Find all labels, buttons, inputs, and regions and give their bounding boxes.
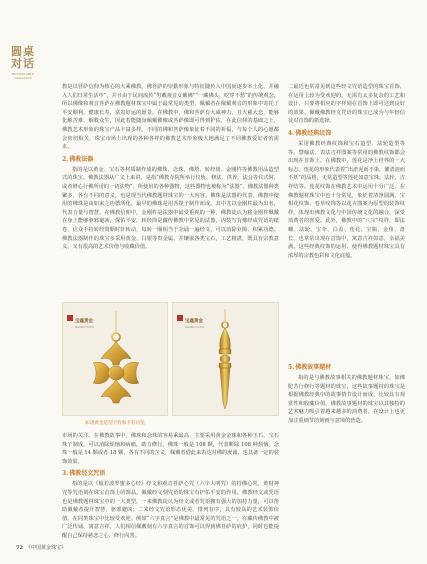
brand-logo — [67, 307, 94, 329]
page-footer — [16, 544, 66, 551]
product-image-vajra-pendant — [62, 302, 168, 416]
brand-name-en: BAOXIN GOLD — [185, 326, 205, 329]
paragraph: 指的是与佛教故事相关的佛教题材珠宝，如佛陀苦行修行等题材的珠宝，这些故事题材的珠宝是根据佛教经典中的故事情节设计而成，比较具有观赏性和收藏价值。佛教故事题材的珠宝以其独特的艺术魅力吸引着越来越多的消费者，在设计上也更加注重细节的刻画与意境的营造。 — [288, 374, 405, 424]
masthead-title-1: 圆桌 — [11, 45, 35, 58]
section-number: 5. — [288, 363, 295, 371]
product-images — [62, 302, 279, 430]
section-title: 佛教经典纹饰 — [295, 129, 332, 137]
masthead-subtitle: ROUNDTABLE DIALOGUE — [11, 72, 35, 80]
journal-name: 《中国黄金珠宝》 — [25, 545, 66, 551]
product-image-vajra-pestle — [172, 302, 279, 416]
brand-logo — [177, 307, 204, 329]
paragraph: 二最近也常常见到这些经文咒语造型的珠宝首饰，在运用上较为受欢迎的。无需有太多复杂的工艺和设计，只要将相应的字样刻在首饰上即可达到良好的效果。佩戴佛教经文咒语的珠宝已成为与年轻信徒对首饰的新选择。 — [288, 84, 405, 125]
brand-name: 宝鑫黄金 — [75, 319, 93, 324]
page-number: 72 — [16, 545, 23, 551]
brand-seal-icon — [67, 315, 73, 321]
section-number: 2. — [62, 155, 69, 163]
masthead-title-2: 对话 — [11, 57, 35, 70]
section-heading — [62, 155, 279, 164]
section-title: 佛教经文咒语 — [69, 470, 106, 478]
paragraph: 指的是以《般若波罗蜜多心经》经文和观音菩萨心咒（六字大明咒）的持佛心咒，黄财神咒等咒语刻在珠宝首饰上的饰品。佩戴经文刻咒语的珠宝有护佑平安的作用。佛教经文或咒语也是佛教题材珠宝中的一大类型，一来佛教徒认为经文或者咒语拥有强大的加持力量，可以帮助佩戴者提升智慧、驱邪避凶；二来经文咒语形态优美、排列有序，具有较高的艺术装饰价值，在同类珠宝中比较受欢迎。例如“六字真言”是佛教中最常见的咒语之一，在藏传佛教中被广泛传诵，寓意吉祥，人们相信佩戴刻有六字真言的首饰可以得到佛菩萨的庇护，同时也能提醒自己保持慈悲之心，修行向善。 — [62, 481, 279, 539]
section-number: 4. — [288, 129, 295, 137]
brand-name: 宝鑫黄金 — [185, 319, 203, 324]
masthead — [8, 46, 38, 80]
brand-name-en: BAOXIN GOLD — [75, 326, 95, 329]
section-heading — [288, 363, 405, 372]
left-column — [62, 83, 279, 276]
section-title: 佛教故事题材 — [295, 363, 332, 371]
section-title: 佛教法器 — [69, 155, 94, 163]
paragraph: 教是以菩萨信仰为核心的大乘佛教。佛菩萨的崇勤形象与特征随传入中国而逐步本土化，并融入人们日常生活中”。并且由于民间流传“男戴观音女戴佛”“一藏佛头，吃穿不愁”的传统观念，所以佛像和观音菩萨在佛教题材珠宝中属于最常见的类型。佩戴者在佩戴观音的形象中寄托了平安顺利，健康长寿，富贵好运的愿景。在佛教中，佛和菩萨有大威神力，且大慈大悲，能够化解苦难、解救众生，因此若能随身佩戴佛像或菩萨像即可得到护佑，在此信仰的基础之上，佛教艺术形象的珠宝产品丰富多样。不同的佛和菩萨像象征着不同的祈福，与每个人的心愿都会密切相关，珠宝市场上出现的各种各样的佛教艺术形象极大地满足了不同佛教爱好者的需求。 — [62, 84, 279, 151]
paragraph: 市场的关注。在佛教故事中，佛珠和念珠的容易乘最高，主要采用黄金金珠和各种玉石、宝石珠子制成，可以消除烦恼和病痛，助力修行。佛珠一般是 108 颗，代表断除 108 种烦恼。念珠一般是 14 颗或者 18 颗，各有不同的含义，佩戴者借此来表达对佛的虔诚，也具备一定的装饰效果。 — [62, 433, 279, 465]
left-column-lower — [62, 432, 279, 550]
paragraph: 指的是以黄金、宝石等材质制作成的佛珠、念珠、佛塔、转经筒、金刚杵等佛教用品造型式的珠宝。佛教法器从广义上来讲，是指“佛教寺院所举行仪轨、修法、供养、法会等仪式时，或者修心行佛所用的一切法物”。所使用的各种器物，这些器物也被称为“法器”。佛教法器种类繁多，各有不同的意义，也是现当代佛教题材珠宝的一大内容。佛珠是法器的代表，佛教中使用的佛珠是由如来之功德所化，最早的佛珠是用菩提子制作而成。其中尤以金刚杵最为出名，代表力量与智慧。在佛教信仰中，金刚杵是法器中最受重视的一种，佛教徒认为将金刚杵佩戴在身上能够驱邪避凶，保佑平安。转经筒是藏传佛教中常见的法器，内装写有佛经或咒语的纸卷，信众手持转经筒顺时针转动，每转一圈相当于念诵一遍经文，可以消除业障、积累功德。佛教法器制作的珠宝多采用黄金、白银等贵金属，并镶嵌各类宝石，工艺精湛，既具有宗教意义，又有很高的艺术价值与收藏价值。 — [62, 166, 279, 251]
section-heading — [62, 469, 279, 478]
paragraph: 采用佛教经典纹饰和宝石造型、法轮造型等等。譬喻法、表法吉祥图案等常用的佛教纹饰都会出现在首饰上。在佛教中，莲花是净土世界的一大标志，莲花的形象代表着“出淤泥而不染，濯清涟而不妖”的品格，无常造型等莲花如意宝珠、法轮、吉祥结等。莲花纹饰在佛教艺术中运用十分广泛，在佛教题材珠宝中也十分常见，象征着清净圆满。宝相花纹饰、卷草纹饰等以花卉图案为原型的装饰纹样，体现出佛教文化与中国传统文化的融合，深受消费者的喜爱。此外，佛教中的“八宝”纹样，即法螺、法轮、宝伞、白盖、莲花、宝瓶、金鱼、盘长，也常常出现在首饰中，寓意吉祥如意，幸福美满。这些经典纹饰的运用，使得佛教题材珠宝具有浓厚的宗教色彩和文化底蕴。 — [288, 140, 405, 259]
right-column — [288, 83, 405, 484]
brand-seal-icon — [177, 315, 183, 321]
figure-caption: 如诸黄金造型卡杵和卡杵吊坠 — [85, 421, 145, 426]
section-number: 3. — [62, 470, 69, 478]
section-heading — [288, 129, 405, 138]
